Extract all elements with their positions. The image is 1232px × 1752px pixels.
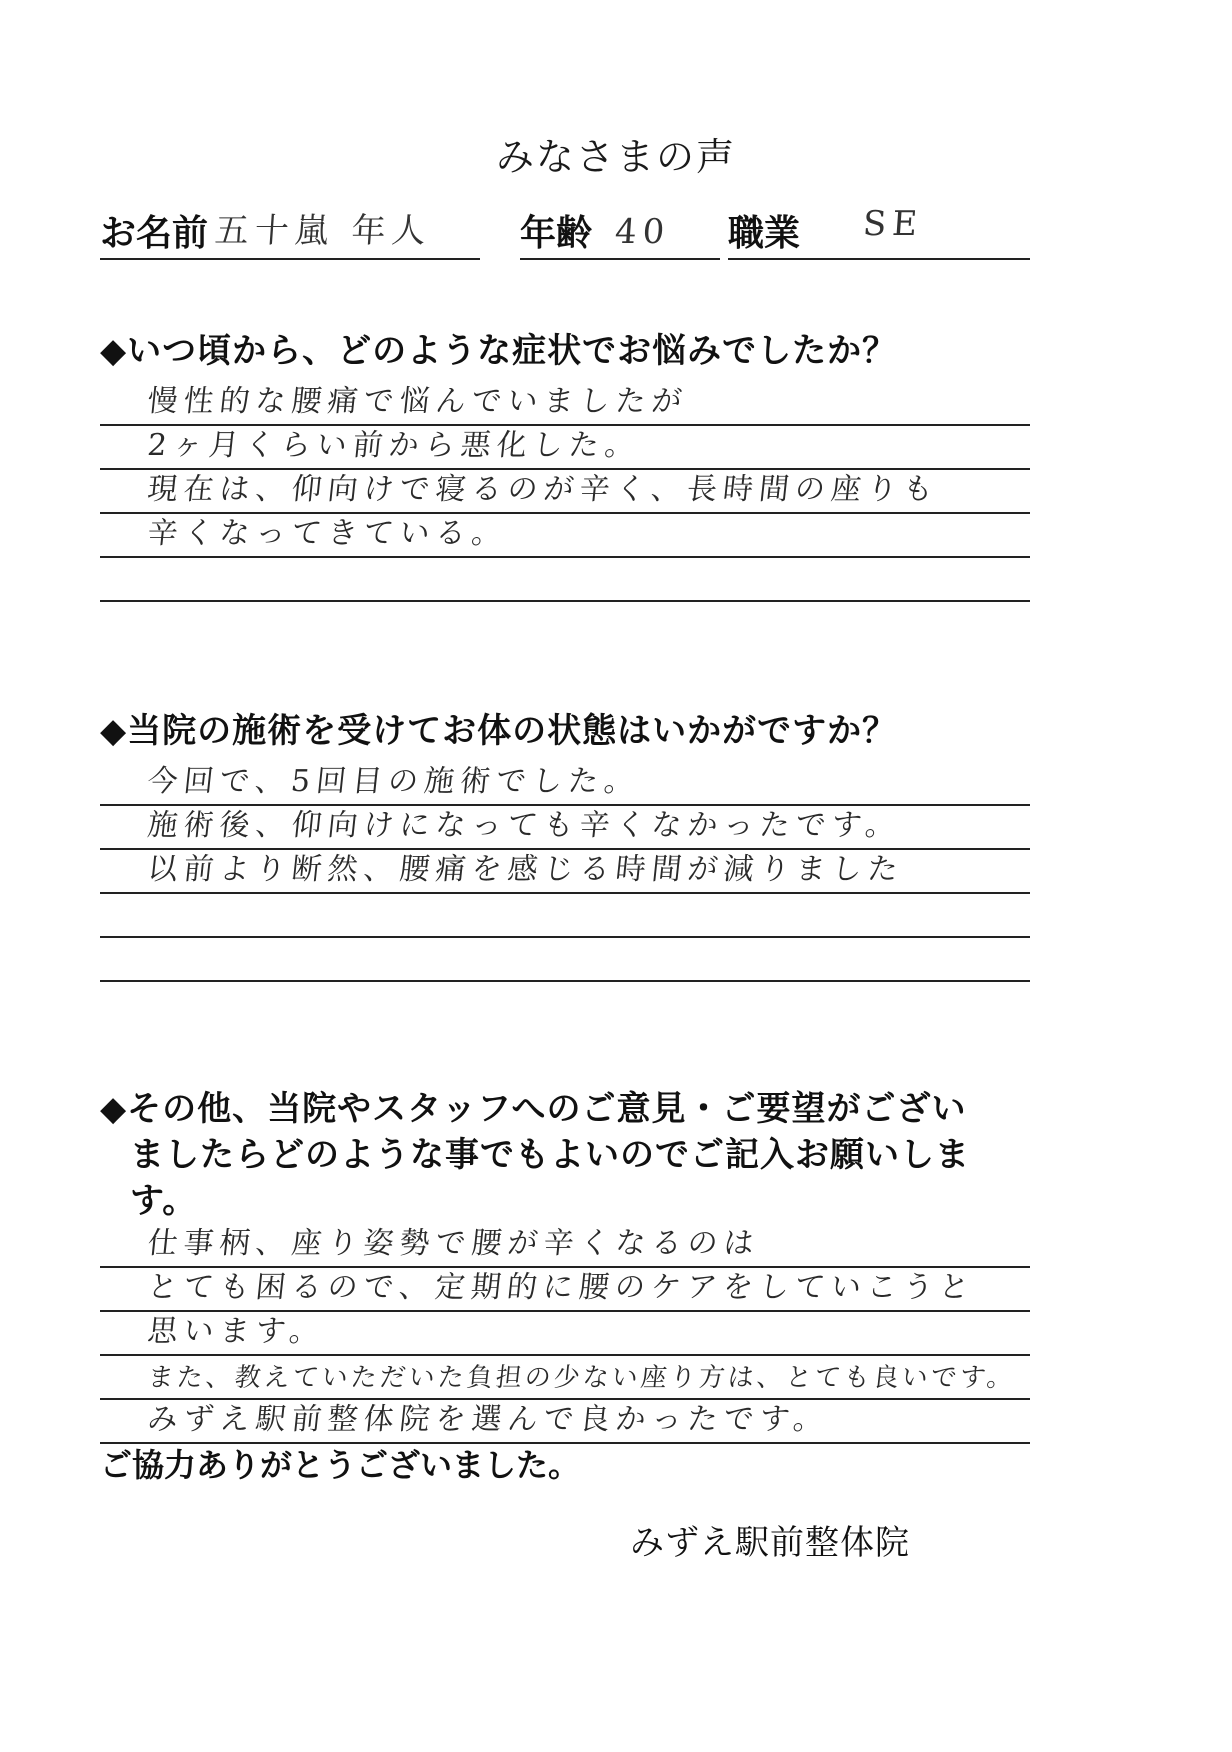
answer-line	[100, 938, 1030, 982]
answer-text: 辛くなってきている。	[145, 516, 510, 551]
name-value: 五十嵐 年人	[213, 211, 433, 251]
age-field	[520, 200, 720, 260]
occupation-label: 職業	[728, 213, 801, 254]
answer-text: また、教えていただいた負担の少ない座り方は、とても良いです。	[146, 1363, 1018, 1393]
answer-text: みずえ駅前整体院を選んで良かったです。	[145, 1402, 832, 1437]
answer-text: 仕事柄、座り姿勢で腰が辛くなるのは	[145, 1226, 762, 1261]
closing-message: ご協力ありがとうございました。	[100, 1446, 581, 1484]
question-symptoms: ◆いつ頃から、どのような症状でお悩みでしたか？	[100, 331, 898, 371]
clinic-name: みずえ駅前整体院	[630, 1523, 910, 1563]
name-label: お名前	[100, 213, 209, 254]
age-value: 40	[613, 212, 672, 252]
answer-line	[100, 1312, 1030, 1356]
name-field	[100, 200, 480, 260]
respondent-info	[100, 200, 1030, 260]
section-symptoms	[100, 328, 1030, 602]
occupation-field	[728, 200, 1030, 260]
answer-line	[100, 514, 1030, 558]
answer-text: 慢性的な腰痛で悩んでいましたが	[145, 384, 690, 419]
answer-lines	[100, 1224, 1030, 1444]
answer-text: 思います。	[145, 1314, 328, 1349]
section-feedback	[100, 1086, 1030, 1444]
answer-line	[100, 850, 1030, 894]
section-condition	[100, 708, 1030, 982]
question-feedback-line2: ましたらどのような事でもよいのでご記入お願いします。	[130, 1135, 970, 1221]
page-title: みなさまの声	[495, 135, 736, 179]
answer-lines	[100, 382, 1030, 602]
answer-line	[100, 558, 1030, 602]
occupation-value: SE	[861, 204, 925, 244]
answer-text: 現在は、仰向けで寝るのが辛く、長時間の座りも	[145, 472, 941, 507]
answer-text: 2ヶ月くらい前から悪化した。	[145, 428, 643, 463]
answer-text: 施術後、仰向けになっても辛くなかったです。	[145, 808, 904, 843]
question-feedback-line1: ◆その他、当院やスタッフへのご意見・ご要望がござい	[100, 1089, 967, 1129]
question-condition: ◆当院の施術を受けてお体の状態はいかがですか？	[100, 711, 898, 751]
answer-lines	[100, 762, 1030, 982]
answer-line	[100, 894, 1030, 938]
age-label: 年齢	[520, 213, 593, 254]
answer-line	[100, 1400, 1030, 1444]
answer-text: 以前より断然、腰痛を感じる時間が減りました	[145, 852, 906, 887]
answer-text: 今回で、5回目の施術でした。	[145, 764, 642, 799]
answer-text: とても困るので、定期的に腰のケアをしていこうと	[145, 1270, 977, 1305]
